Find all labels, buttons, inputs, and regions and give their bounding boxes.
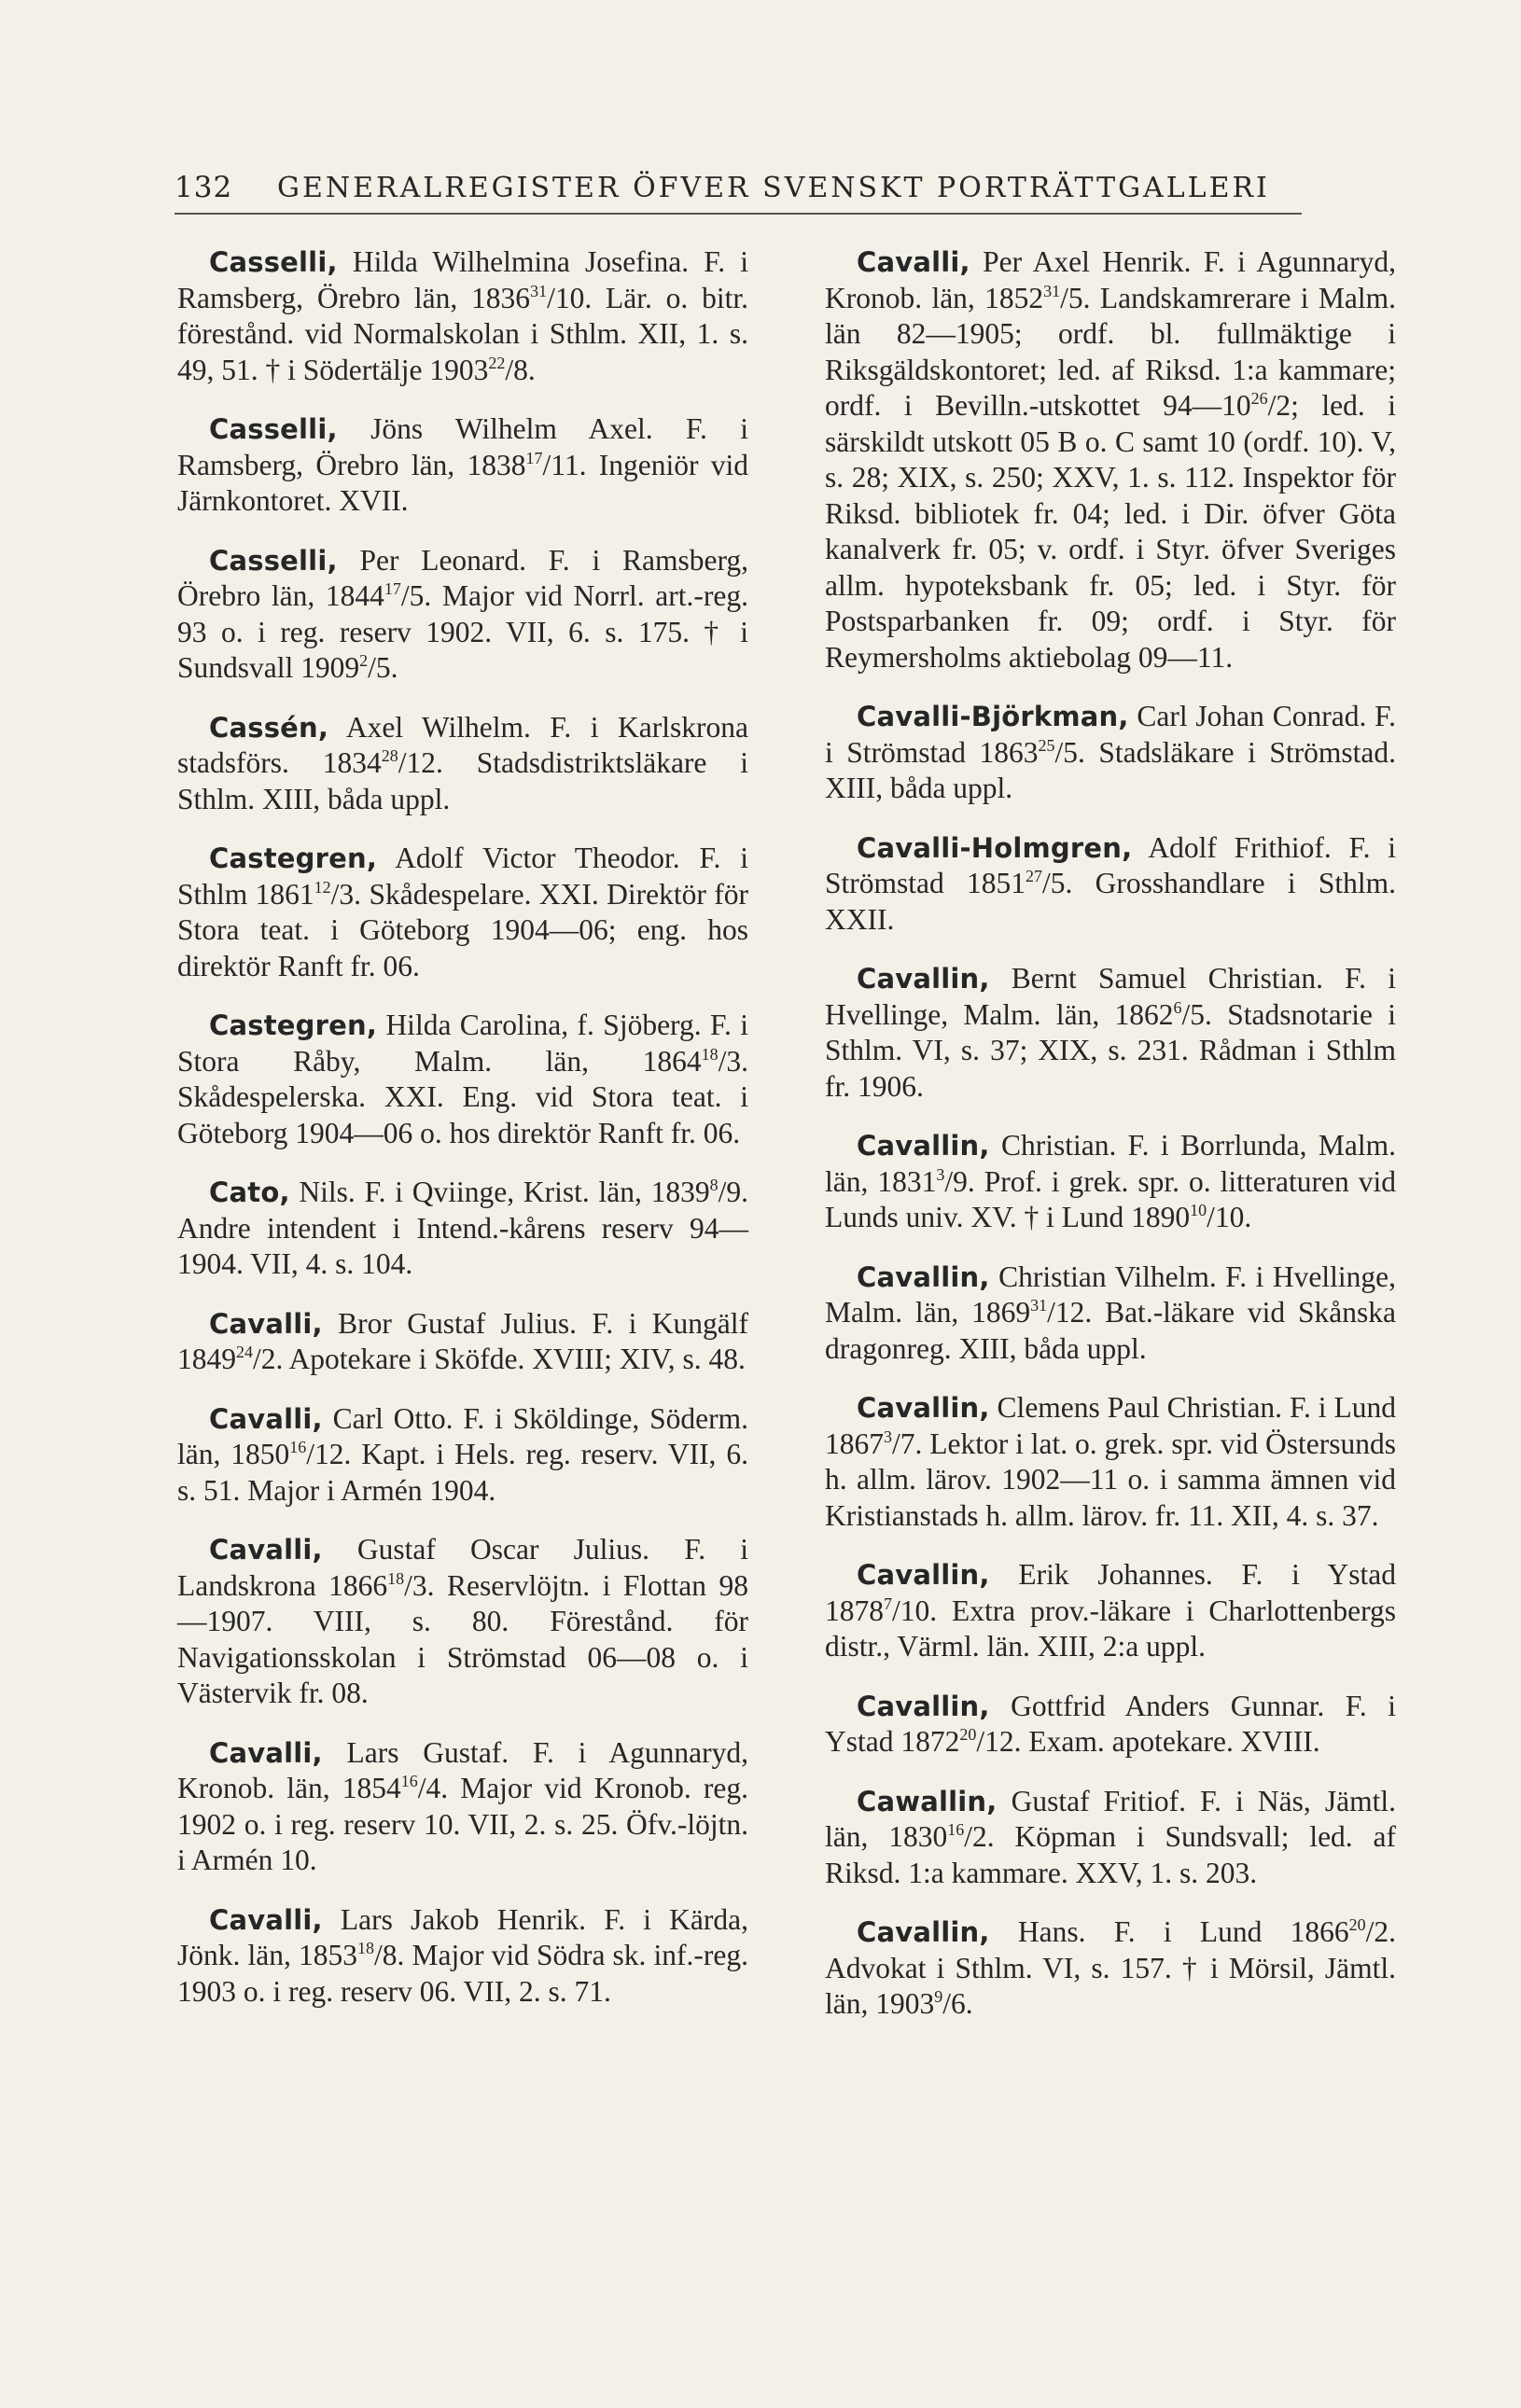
date-superscript: 31 bbox=[1030, 1296, 1048, 1315]
date-superscript: 3 bbox=[884, 1427, 892, 1446]
register-entry bbox=[825, 699, 1396, 807]
date-superscript: 28 bbox=[381, 746, 398, 765]
entry-surname: Cavallin, bbox=[857, 1690, 990, 1722]
entry-text: /5. Stadsnotarie i Sthlm. VI, s. 37; XIX, s. 231. Rådman i Sthlm fr. 1906. bbox=[825, 997, 1396, 1103]
entry-text: /5. bbox=[368, 651, 398, 684]
entry-text: /2. Apotekare i Sköfde. XVIII; XIV, s. 48. bbox=[253, 1343, 746, 1375]
date-superscript: 16 bbox=[400, 1772, 418, 1790]
entry-text: /12. Exam. apotekare. XVIII. bbox=[976, 1725, 1320, 1758]
register-entry bbox=[825, 1128, 1396, 1236]
entry-surname: Castegren, bbox=[209, 842, 378, 874]
entry-text: /2. Advokat i Sthlm. VI, s. 157. † i Mörsil, Jämtl. län, 1903 bbox=[825, 1915, 1396, 2020]
date-superscript: 27 bbox=[1026, 867, 1043, 885]
date-superscript: 31 bbox=[530, 281, 548, 300]
entry-text: Gustaf Oscar Julius. F. i Landskrona 1866 bbox=[177, 1533, 748, 1602]
date-superscript: 18 bbox=[356, 1939, 374, 1957]
entry-text: /2. Köpman i Sundsvall; led. af Riksd. 1:a kammare. XXV, 1. s. 203. bbox=[825, 1820, 1397, 1889]
running-title: GENERALREGISTER ÖFVER SVENSKT PORTRÄTTGALLERI bbox=[277, 172, 1270, 204]
entry-text: /8. Major vid Södra sk. inf.-reg. 1903 o. i reg. reserv 06. VII, 2. s. 71. bbox=[177, 1939, 748, 2008]
entry-surname: Cavalli, bbox=[209, 1534, 323, 1566]
entry-text: /5. Landskamrerare i Malm. län 82—1905; ordf. bl. fullmäktige i Riksgäldskontoret; led. af Riksd. 1:a kammare; ordf. i Bevilln.-utskottet 94—10 bbox=[825, 281, 1396, 422]
register-entry bbox=[177, 1008, 748, 1151]
date-superscript: 3 bbox=[936, 1164, 945, 1184]
register-entry bbox=[825, 244, 1396, 675]
date-superscript: 20 bbox=[959, 1725, 977, 1744]
entry-surname: Cavalli, bbox=[209, 1402, 323, 1435]
register-entry bbox=[825, 1260, 1396, 1368]
entry-text: /12. Stadsdistriktsläkare i Sthlm. XIII, båda uppl. bbox=[177, 746, 748, 815]
date-superscript: 17 bbox=[525, 448, 543, 467]
entry-surname: Cawallin, bbox=[857, 1785, 998, 1817]
page-number: 132 bbox=[174, 171, 233, 204]
entry-text: Erik Johannes. F. i Ystad 1878 bbox=[825, 1558, 1396, 1627]
entry-text: /7. Lektor i lat. o. grek. spr. vid Östersunds h. allm. lärov. 1902—11 o. i samma ämnen vid Kristianstads h. allm. lärov. fr. 11. XII, 4. s. 37. bbox=[825, 1427, 1396, 1532]
entry-text: /6. bbox=[942, 1987, 973, 2020]
register-entry bbox=[825, 961, 1396, 1105]
entry-text: /3. Reservlöjtn. i Flottan 98—1907. VIII, s. 80. Förestånd. för Navigationsskolan i Strömstad 06—08 o. i Västervik fr. 08. bbox=[177, 1568, 748, 1709]
entry-surname: Cavalli, bbox=[857, 246, 970, 278]
entry-text: Hilda Carolina, f. Sjöberg. F. i Stora Råby, Malm. län, 1864 bbox=[177, 1009, 748, 1078]
entry-text: Adolf Frithiof. F. i Strömstad 1851 bbox=[825, 830, 1396, 899]
date-superscript: 26 bbox=[1250, 389, 1268, 408]
register-entry bbox=[177, 1306, 748, 1378]
entry-text: Lars Jakob Henrik. F. i Kärda, Jönk. län, 1853 bbox=[177, 1902, 748, 1971]
register-entry bbox=[825, 830, 1396, 939]
entry-text: /11. Ingeniör vid Järnkontoret. XVII. bbox=[177, 448, 748, 517]
register-entry bbox=[177, 1401, 748, 1510]
entry-text: /3. Skådespelerska. XXI. Eng. vid Stora teat. i Göteborg 1904—06 o. hos direktör Ranft fr. 06. bbox=[177, 1044, 748, 1149]
entry-surname: Cavallin, bbox=[857, 1260, 990, 1293]
left-column bbox=[177, 244, 748, 2033]
date-superscript: 22 bbox=[488, 353, 506, 372]
register-entry bbox=[825, 1914, 1396, 2023]
entry-text: /5. Major vid Norrl. art.-reg. 93 o. i reg. reserv 1902. VII, 6. s. 175. † i Sundsvall 1909 bbox=[177, 579, 748, 684]
entry-surname: Cavalli-Björkman, bbox=[857, 701, 1129, 732]
date-superscript: 24 bbox=[236, 1343, 253, 1361]
entry-surname: Casselli, bbox=[209, 246, 338, 278]
register-entry bbox=[825, 1557, 1396, 1665]
register-entry bbox=[825, 1689, 1396, 1761]
register-entry bbox=[177, 543, 748, 687]
entry-text: /10. Extra prov.-läkare i Charlottenbergs distr., Värml. län. XIII, 2:a uppl. bbox=[825, 1594, 1396, 1663]
entry-text: Adolf Victor Theodor. F. i Sthlm 1861 bbox=[177, 842, 748, 911]
register-entry bbox=[177, 1902, 748, 2011]
entry-text: Hans. F. i Lund 1866 bbox=[989, 1915, 1349, 1948]
entry-text: Axel Wilhelm. F. i Karlskrona stadsförs. 1834 bbox=[177, 710, 748, 779]
register-entry bbox=[825, 1390, 1396, 1534]
entry-text: Per Axel Henrik. F. i Agunnaryd, Kronob. län, 1852 bbox=[825, 245, 1396, 314]
date-superscript: 12 bbox=[314, 877, 331, 897]
date-superscript: 18 bbox=[701, 1044, 719, 1064]
entry-text: Bernt Samuel Christian. F. i Hvellinge, Malm. län, 1862 bbox=[825, 962, 1396, 1031]
entry-surname: Cavallin, bbox=[857, 1916, 990, 1948]
date-superscript: 16 bbox=[947, 1820, 965, 1839]
entry-surname: Casselli, bbox=[209, 413, 338, 445]
entry-surname: Cavalli, bbox=[209, 1903, 323, 1936]
entry-text: Carl Otto. F. i Sköldinge, Söderm. län, 1850 bbox=[177, 1401, 748, 1470]
entry-text: Gustaf Fritiof. F. i Näs, Jämtl. län, 1830 bbox=[825, 1784, 1396, 1853]
register-entry bbox=[177, 1735, 748, 1879]
register-entry bbox=[177, 1175, 748, 1283]
entry-text: Hilda Wilhelmina Josefina. F. i Ramsberg, Örebro län, 1836 bbox=[177, 245, 748, 314]
register-entry bbox=[177, 411, 748, 520]
entry-text: Bror Gustaf Julius. F. i Kungälf 1849 bbox=[177, 1306, 748, 1375]
entry-surname: Casselli, bbox=[209, 544, 338, 577]
date-superscript: 10 bbox=[1190, 1201, 1207, 1219]
entry-surname: Cavallin, bbox=[857, 963, 990, 995]
date-superscript: 17 bbox=[384, 579, 401, 598]
entry-text: /9. Prof. i grek. spr. o. litteraturen vid Lunds univ. XV. † i Lund 1890 bbox=[825, 1164, 1396, 1233]
date-superscript: 20 bbox=[1348, 1915, 1366, 1934]
date-superscript: 7 bbox=[884, 1594, 892, 1613]
entry-surname: Castegren, bbox=[209, 1009, 378, 1041]
entry-text: /4. Major vid Kronob. reg. 1902 o. i reg. reserv 10. VII, 2. s. 25. Öfv.-löjtn. i Armén 10. bbox=[177, 1772, 748, 1876]
entry-text: Clemens Paul Christian. F. i Lund 1867 bbox=[825, 1391, 1396, 1460]
entry-surname: Cavallin, bbox=[857, 1130, 990, 1162]
entry-text: /8. bbox=[505, 353, 536, 386]
entry-surname: Cavallin, bbox=[857, 1559, 990, 1591]
entry-text: Per Leonard. F. i Ramsberg, Örebro län, 1844 bbox=[177, 543, 748, 612]
entry-text: Christian. F. i Borrlunda, Malm. län, 1831 bbox=[825, 1129, 1396, 1198]
entry-text: Gottfrid Anders Gunnar. F. i Ystad 1872 bbox=[825, 1689, 1396, 1758]
date-superscript: 2 bbox=[359, 651, 369, 670]
entry-surname: Cavalli-Holmgren, bbox=[857, 831, 1133, 864]
entry-surname: Cato, bbox=[209, 1176, 290, 1208]
date-superscript: 9 bbox=[934, 1987, 943, 2006]
register-entry bbox=[825, 1784, 1396, 1892]
entry-surname: Cavallin, bbox=[857, 1392, 990, 1424]
entry-text: Christian Vilhelm. F. i Hvellinge, Malm. län, 1869 bbox=[825, 1260, 1396, 1329]
date-superscript: 18 bbox=[387, 1568, 405, 1588]
entry-text: /12. Bat.-läkare vid Skånska dragonreg. XIII, båda uppl. bbox=[825, 1296, 1396, 1365]
date-superscript: 25 bbox=[1038, 735, 1055, 755]
right-column bbox=[825, 244, 1396, 2046]
entry-text: /9. Andre intendent i Intend.-kårens reserv 94—1904. VII, 4. s. 104. bbox=[177, 1176, 748, 1280]
header-rule bbox=[174, 213, 1302, 215]
entry-text: Lars Gustaf. F. i Agunnaryd, Kronob. län, 1854 bbox=[177, 1735, 748, 1804]
register-entry bbox=[177, 710, 748, 818]
entry-text: Nils. F. i Qviinge, Krist. län, 1839 bbox=[289, 1176, 710, 1208]
page-header bbox=[174, 171, 1294, 214]
entry-text: /10. bbox=[1207, 1201, 1252, 1233]
date-superscript: 6 bbox=[1173, 997, 1182, 1017]
entry-surname: Cavalli, bbox=[209, 1307, 323, 1340]
entry-text: /12. Kapt. i Hels. reg. reserv. VII, 6. s. 51. Major i Armén 1904. bbox=[177, 1438, 748, 1507]
entry-text: /5. Stadsläkare i Strömstad. XIII, båda uppl. bbox=[825, 735, 1397, 804]
date-superscript: 8 bbox=[709, 1176, 719, 1194]
register-entry bbox=[177, 841, 748, 984]
register-entry bbox=[177, 244, 748, 388]
register-entry bbox=[177, 1532, 748, 1712]
date-superscript: 16 bbox=[289, 1438, 307, 1456]
entry-surname: Cassén, bbox=[209, 711, 329, 744]
entry-text: /2; led. i särskildt utskott 05 B o. C samt 10 (ordf. 10). V, s. 28; XIX, s. 250; XXV, 1. s. 112. Inspektor för Riksd. bibliotek fr. 04; led. i Dir. öfver Göta kanalverk fr. 05; v. ordf. i Styr. öfver Sveriges allm. hypoteksbank fr. 05; led. i Styr. för Postsparbanken fr. 09; ordf. i Styr. för Reymersholms aktiebolag 09—11. bbox=[825, 389, 1396, 674]
entry-text: /10. Lär. o. bitr. förestånd. vid Normalskolan i Sthlm. XII, 1. s. 49, 51. † i Södertälje 1903 bbox=[177, 281, 748, 386]
entry-text: Carl Johan Conrad. F. i Strömstad 1863 bbox=[825, 700, 1396, 769]
entry-text: /5. Grosshandlare i Sthlm. XXII. bbox=[825, 867, 1396, 936]
entry-surname: Cavalli, bbox=[209, 1736, 323, 1769]
entry-text: /3. Skådespelare. XXI. Direktör för Stora teat. i Göteborg 1904—06; eng. hos direktör Ranft fr. 06. bbox=[177, 877, 748, 982]
date-superscript: 31 bbox=[1043, 281, 1061, 300]
entry-text: Jöns Wilhelm Axel. F. i Ramsberg, Örebro län, 1838 bbox=[177, 412, 748, 481]
